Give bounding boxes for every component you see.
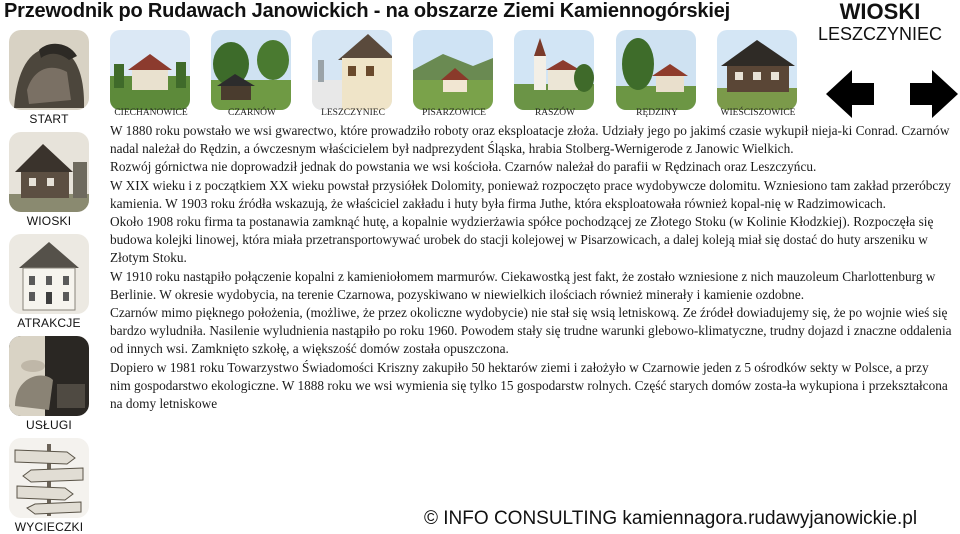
village-label: RASZÓW xyxy=(534,108,576,118)
section-heading xyxy=(810,0,950,44)
village-label: CIECHANOWICE xyxy=(114,108,188,118)
paragraph: Czarnów mimo pięknego położenia, (możliwe, że przez okoliczne wydobycie) nie stał się wsią letniskową. Ze źródeł dowiadujemy się, że po wojnie wieś się bardzo wyludniła. Nasilenie wyludnienia nastąpiło po roku 1960. Powodem stały się trudne warunki glebowo-klimatyczne, trudny dojazd i znaczne oddalenia od innych wsi. Zamknięto szkołę, a większość domów została opuszczona. xyxy=(110,305,952,357)
sidebar-item-label: USŁUGI xyxy=(26,418,72,432)
village-leszczyniec[interactable] xyxy=(312,30,394,118)
atrakcje-image xyxy=(9,234,89,314)
village-image xyxy=(110,30,190,110)
sidebar-item-label: WYCIECZKI xyxy=(14,520,84,534)
village-redziny[interactable] xyxy=(616,30,698,118)
sidebar-item-label: WIOSKI xyxy=(26,214,72,228)
village-label: LESZCZYNIEC xyxy=(321,108,385,118)
sidebar-item-start[interactable] xyxy=(6,30,92,126)
village-label: WIEŚCISZOWICE xyxy=(720,108,796,118)
section-title: WIOSKI xyxy=(839,0,921,24)
village-label: RĘDZINY xyxy=(636,108,678,118)
start-image xyxy=(9,30,89,110)
prev-button[interactable] xyxy=(826,70,874,118)
article-text xyxy=(110,122,952,413)
village-image xyxy=(312,30,392,110)
paragraph: Dopiero w 1981 roku Towarzystwo Świadomości Kriszny zakupiło 50 hektarów ziemi i założyło w Czarnowie jeden z 5 ośrodków sekty w Polsce, a przy nim gospodarstwo ekologiczne. W 1888 roku we wsi wymienia się tylko 15 gospodarstw rolnych. Część starych domów zosta-ła wykupiona i przekształcona na domy letniskowe xyxy=(110,359,948,412)
village-wiesciszowice[interactable] xyxy=(717,30,799,118)
village-czarnow[interactable] xyxy=(211,30,293,118)
subsection-title: LESZCZYNIEC xyxy=(817,24,943,44)
paragraph: Około 1908 roku firma ta postanawia zamknąć hutę, a kopalnie wydzierżawia spółce pochodzącej ze Złotego Stoku (w Kolinie Kłodzkiej). Rozpoczęła się budowa kolejki linowej, która miała przetransportowywać urobek do stacji kolejowej w Pisarzowicach, a dalej koleją miał się dostać do huty arszeniku w Złotym Stoku. xyxy=(110,214,934,266)
village-image xyxy=(717,30,797,110)
village-ciechanowice[interactable] xyxy=(110,30,192,118)
wycieczki-image xyxy=(9,438,89,518)
paragraph: Rozwój górnictwa nie doprowadził jednak do powstania we wsi kościoła. Czarnów należał do parafii w Rędzinach oraz Leszczyńcu. xyxy=(110,159,817,175)
next-button[interactable] xyxy=(910,70,958,118)
wioski-image xyxy=(9,132,89,212)
village-label: PISARZOWICE xyxy=(422,108,486,118)
page-title: Przewodnik po Rudawach Janowickich - na obszarze Ziemi Kamiennogórskiej xyxy=(4,0,730,22)
paragraph: W 1910 roku nastąpiło połączenie kopalni z kamieniołomem marmurów. Ciekawostką jest fakt, że zostało wzniesione z nich mauzoleum Charlottenburg w Berlinie. W okresie wydobycia, na terenie Czarnowa, pozyskiwano w niewielkich ilościach również minerały i kamienie ozdobne. xyxy=(110,268,936,302)
sidebar-item-uslugi[interactable] xyxy=(6,336,92,432)
village-raszow[interactable] xyxy=(514,30,596,118)
uslugi-image xyxy=(9,336,89,416)
village-label: CZARNÓW xyxy=(227,108,277,118)
sidebar-item-label: ATRAKCJE xyxy=(17,316,81,330)
village-image xyxy=(211,30,291,110)
footer-copyright: © INFO CONSULTING kamiennagora.rudawyjanowickie.pl xyxy=(424,508,918,529)
village-pisarzowice[interactable] xyxy=(413,30,495,118)
sidebar-item-atrakcje[interactable] xyxy=(6,234,92,330)
paragraph: W 1880 roku powstało we wsi gwarectwo, które prowadziło roboty oraz eksploatacje złoża. Udziały jego po jakimś czasie wykupił nieja-ki Conrad. Czarnów nadal należał do Rędzin, a ówczesnym właścicielem był nadprezydent Śląska, hrabia Stolberg-Wernigerode z Janowic Wielkich. xyxy=(110,123,950,157)
village-image xyxy=(514,30,594,110)
arrow-left-icon xyxy=(826,70,874,118)
arrow-right-icon xyxy=(910,70,958,118)
village-image xyxy=(413,30,493,110)
sidebar-item-wioski[interactable] xyxy=(6,132,92,228)
sidebar-item-label: START xyxy=(29,112,69,126)
village-image xyxy=(616,30,696,110)
sidebar-item-wycieczki[interactable] xyxy=(6,438,92,534)
paragraph: W XIX wieku i z początkiem XX wieku powstał przysiółek Dolomity, ponieważ rozpoczęto prace wydobywcze dolomitu. Wzniesiono tam zakład przeróbczy kamienia. W 1903 roku źródła wskazują, że właściciel zakładu i huty była firma Juthe, która eksploatowała również kopal-nię w Radzimowicach. xyxy=(110,177,951,211)
